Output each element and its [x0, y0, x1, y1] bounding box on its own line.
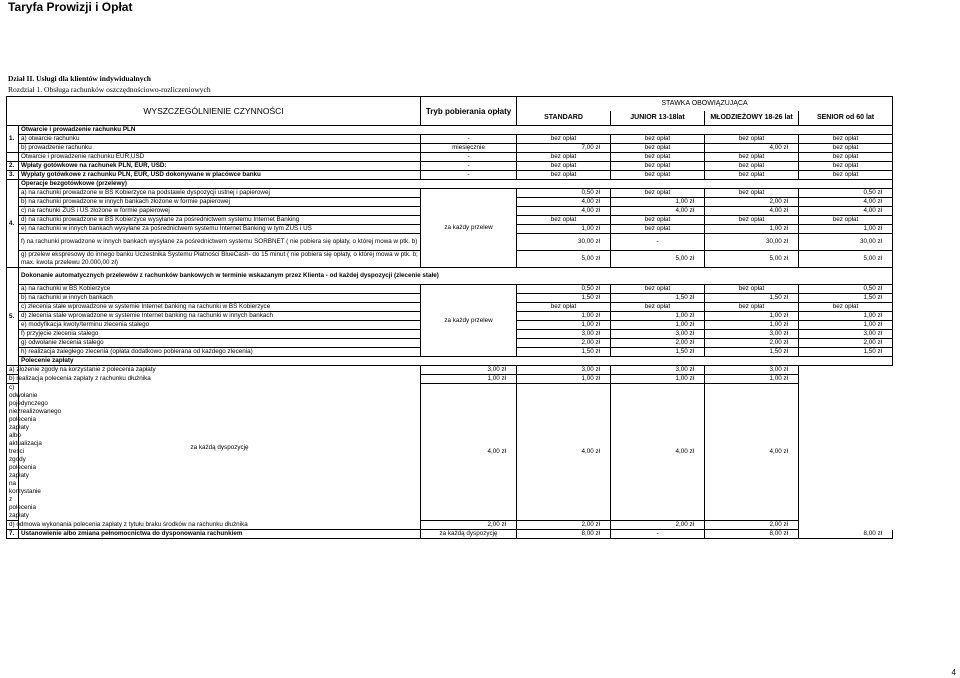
rate-cell: 5,00 zł — [517, 251, 611, 268]
rate-cell: 4,00 zł — [517, 207, 611, 216]
rate-cell: bez opłat — [705, 216, 799, 225]
row-description: b) realizacja polecenia zapłaty z rachunku dłużnika — [7, 375, 19, 384]
table-row — [7, 180, 893, 189]
rate-cell: 1,00 zł — [705, 321, 799, 330]
rate-cell: 2,00 zł — [705, 339, 799, 348]
row-description: a) na rachunki w BS Kobierzyce — [19, 285, 421, 294]
rate-cell: 8,00 zł — [517, 530, 611, 539]
rate-cell: 2,00 zł — [517, 521, 611, 530]
rate-cell: 2,00 zł — [705, 198, 799, 207]
rate-cell: 1,50 zł — [799, 348, 893, 357]
row-description: h) realizacja zaległego zlecenia (opłata dodatkowo pobierana od każdego zlecenia) — [19, 348, 421, 357]
rate-cell: 4,00 zł — [799, 207, 893, 216]
rate-cell: 4,00 zł — [517, 198, 611, 207]
page-number: 4 — [951, 668, 956, 677]
header-spec: WYSZCZEGÓLNIENIE CZYNNOŚCI — [7, 97, 421, 126]
rate-cell: 4,00 zł — [705, 207, 799, 216]
table-row — [7, 171, 893, 180]
rate-cell: 3,00 zł — [611, 330, 705, 339]
rate-cell: 1,50 zł — [611, 294, 705, 303]
table-row — [7, 144, 893, 153]
table-row — [7, 366, 893, 375]
row-mode: za każdą dyspozycję — [19, 366, 421, 530]
rate-cell: bez opłat — [517, 216, 611, 225]
rate-cell: bez opłat — [611, 144, 705, 153]
rate-cell: bez opłat — [611, 303, 705, 312]
row-mode: - — [421, 171, 517, 180]
header-col-mlodziezowy: MŁODZIEŻOWY 18-26 lat — [705, 111, 799, 126]
rate-cell: 1,50 zł — [517, 348, 611, 357]
row-mode: - — [421, 153, 517, 162]
header-col-junior: JUNIOR 13-18lat — [611, 111, 705, 126]
rate-cell: 1,00 zł — [517, 321, 611, 330]
rate-cell: 0,50 zł — [799, 189, 893, 198]
table-row — [7, 357, 893, 366]
row-number: 1. — [7, 126, 19, 153]
rate-cell: 1,00 zł — [611, 375, 705, 384]
row-description: e) na rachunki w innych bankach wysyłane za pośrednictwem systemu Internet Banking w tym ZUS i US — [19, 225, 421, 234]
row-description: f) przyjęcie zlecenia stałego — [19, 330, 421, 339]
row-description: Wypłaty gotówkowe z rachunku PLN, EUR, USD dokonywane w placówce banku — [19, 171, 421, 180]
rate-cell: 7,00 zł — [517, 144, 611, 153]
row-description: g) przelew ekspresowy do innego banku Uczestnika Systemu Płatności BlueCash- do 15 minut ( nie pobiera się opłaty, o której mowa w ptk. b; max. kwota przelewu 20.000,00 zł) — [19, 251, 421, 268]
rate-cell: 4,00 zł — [799, 198, 893, 207]
rate-cell: 0,50 zł — [799, 285, 893, 294]
rate-cell: 2,00 zł — [799, 339, 893, 348]
rate-cell: bez opłat — [705, 171, 799, 180]
rate-cell: bez opłat — [799, 153, 893, 162]
row-description: Ustanowienie albo zmiana pełnomocnictwa do dysponowania rachunkiem — [19, 530, 421, 539]
rate-cell: 8,00 zł — [799, 530, 893, 539]
rate-cell: 3,00 zł — [705, 330, 799, 339]
row-description: a) złożenie zgody na korzystanie z polecenia zapłaty — [7, 366, 19, 375]
table-row — [7, 153, 893, 162]
table-row — [7, 126, 893, 135]
header-mode: Tryb pobierania opłaty — [421, 97, 517, 126]
row-mode: za każdą dyspozycję — [421, 530, 517, 539]
rate-cell: 0,50 zł — [517, 285, 611, 294]
row-description: Dokonanie automatycznych przelewów z rachunków bankowych w terminie wskazanym przez Klienta - od każdej dyspozycji (zlecenie stałe) — [19, 268, 893, 285]
table-row — [7, 189, 893, 198]
rate-cell: bez opłat — [611, 162, 705, 171]
rate-cell: 3,00 zł — [799, 330, 893, 339]
table-row — [7, 162, 893, 171]
row-description: d) na rachunki prowadzone w BS Kobierzyce wysyłane za pośrednictwem systemu Internet Banking — [19, 216, 421, 225]
rate-cell: bez opłat — [611, 135, 705, 144]
rate-cell: bez opłat — [611, 216, 705, 225]
row-mode: - — [421, 135, 517, 144]
row-description: a) na rachunki prowadzone w BS Kobierzyce na podstawie dyspozycji ustnej i papierowej — [19, 189, 421, 198]
rate-cell: 4,00 zł — [517, 384, 611, 521]
rate-cell: bez opłat — [611, 225, 705, 234]
row-description: c) zlecenia stałe wprowadzone w systemie Internet banking na rachunki w BS Kobierzyce — [19, 303, 421, 312]
row-description: c) na rachunki ZUS i US złożone w formie papierowej — [19, 207, 421, 216]
rate-cell: 1,50 zł — [799, 294, 893, 303]
header-col-standard: STANDARD — [517, 111, 611, 126]
row-description: b) na rachunki w innych bankach — [19, 294, 421, 303]
rate-cell: bez opłat — [517, 171, 611, 180]
rate-cell: 1,00 zł — [705, 225, 799, 234]
rate-cell: bez opłat — [517, 135, 611, 144]
row-description: Wpłaty gotówkowe na rachunek PLN, EUR, USD: — [19, 162, 421, 171]
rate-cell: bez opłat — [705, 285, 799, 294]
row-description: g) odwołanie zlecenia stałego — [19, 339, 421, 348]
rate-cell: bez opłat — [799, 135, 893, 144]
row-description: d) zlecenia stałe wprowadzone w systemie Internet banking na rachunki w innych bankach — [19, 312, 421, 321]
rate-cell: 3,00 zł — [421, 366, 517, 375]
rate-cell: 1,00 zł — [799, 312, 893, 321]
rate-cell: 5,00 zł — [799, 251, 893, 268]
rate-cell: bez opłat — [611, 171, 705, 180]
row-number: 5. — [7, 268, 19, 366]
rate-cell: 1,00 zł — [705, 375, 799, 384]
rate-cell: 4,00 zł — [611, 207, 705, 216]
row-description: c) odwołanie pojedynczego niezrealizowanego polecenia zapłaty albo aktualizacja treści zgody polecenia zapłaty na korzystanie z polecenia zapłaty — [7, 384, 19, 521]
rate-cell: 1,50 zł — [705, 294, 799, 303]
document-title: Taryfa Prowizji i Opłat — [8, 0, 133, 14]
rate-cell: bez opłat — [799, 162, 893, 171]
row-number: 7. — [7, 530, 19, 539]
rate-cell: 1,50 zł — [517, 294, 611, 303]
rate-cell: 1,00 zł — [705, 312, 799, 321]
row-mode: - — [421, 162, 517, 171]
rate-cell: 3,00 zł — [517, 330, 611, 339]
row-description: d) odmowa wykonania polecenia zapłaty z tytułu braku środków na rachunku dłużnika — [7, 521, 19, 530]
row-mode: miesięcznie — [421, 144, 517, 153]
row-description: Otwarcie i prowadzenie rachunku EUR,USD — [19, 153, 421, 162]
rate-cell: - — [611, 234, 705, 251]
rate-cell: 30,00 zł — [799, 234, 893, 251]
rate-cell: 3,00 zł — [705, 366, 799, 375]
rate-cell: 4,00 zł — [705, 384, 799, 521]
rate-cell: 4,00 zł — [611, 384, 705, 521]
section-heading: Dział II. Usługi dla klientów indywidualnych — [8, 74, 151, 83]
rate-cell: 1,00 zł — [799, 321, 893, 330]
table-row — [7, 268, 893, 285]
rate-cell: 1,00 zł — [517, 312, 611, 321]
rate-cell: - — [611, 530, 705, 539]
rate-cell: 1,00 zł — [611, 312, 705, 321]
row-description: a) otwarcie rachunku — [19, 135, 421, 144]
rate-cell: 1,50 zł — [611, 348, 705, 357]
rate-cell: 2,00 zł — [517, 339, 611, 348]
table-row — [7, 135, 893, 144]
row-description: f) na rachunki prowadzone w innych bankach wysyłane za pośrednictwem systemu SORBNET ( nie pobiera się opłaty, o której mowa w ptk. b) — [19, 234, 421, 251]
rate-cell: 2,00 zł — [421, 521, 517, 530]
rate-cell: 2,00 zł — [611, 339, 705, 348]
rate-cell: 3,00 zł — [517, 366, 611, 375]
rate-cell: 1,00 zł — [799, 225, 893, 234]
row-description: b) prowadzenie rachunku — [19, 144, 421, 153]
rate-cell: bez opłat — [611, 153, 705, 162]
row-description: Otwarcie i prowadzenie rachunku PLN — [19, 126, 893, 135]
rate-cell: bez opłat — [799, 171, 893, 180]
row-mode: za każdy przelew — [421, 285, 517, 357]
rate-cell: bez opłat — [705, 135, 799, 144]
row-number: 3. — [7, 171, 19, 180]
fee-table-body — [7, 126, 893, 539]
rate-cell: 2,00 zł — [705, 521, 799, 530]
rate-cell: 5,00 zł — [611, 251, 705, 268]
rate-cell: bez opłat — [799, 303, 893, 312]
rate-cell: 4,00 zł — [421, 384, 517, 521]
rate-cell: 1,00 zł — [611, 198, 705, 207]
subsection-heading: Rozdział 1. Obsługa rachunków oszczędnościowo-rozliczeniowych — [8, 85, 211, 94]
row-description: e) modyfikacja kwoty/terminu zlecenia stałego — [19, 321, 421, 330]
header-rates: STAWKA OBOWIĄZUJĄCA — [517, 97, 893, 112]
row-number: 4. — [7, 180, 19, 268]
rate-cell: 2,00 zł — [611, 521, 705, 530]
rate-cell: bez opłat — [799, 216, 893, 225]
rate-cell: bez opłat — [705, 189, 799, 198]
rate-cell: 8,00 zł — [705, 530, 799, 539]
rate-cell: 0,50 zł — [517, 189, 611, 198]
rate-cell: bez opłat — [705, 303, 799, 312]
row-number: 2. — [7, 162, 19, 171]
rate-cell: 1,00 zł — [517, 225, 611, 234]
row-description: Polecenie zapłaty — [19, 357, 893, 366]
rate-cell: bez opłat — [705, 153, 799, 162]
row-mode: za każdy przelew — [421, 189, 517, 268]
row-description: b) na rachunki prowadzone w innych bankach złożone w formie papierowej — [19, 198, 421, 207]
rate-cell: bez opłat — [705, 162, 799, 171]
rate-cell: 3,00 zł — [611, 366, 705, 375]
rate-cell: 1,00 zł — [421, 375, 517, 384]
rate-cell: bez opłat — [611, 285, 705, 294]
rate-cell: 1,00 zł — [517, 375, 611, 384]
rate-cell: 30,00 zł — [705, 234, 799, 251]
rate-cell: 5,00 zł — [705, 251, 799, 268]
table-row — [7, 285, 893, 294]
rate-cell: bez opłat — [611, 189, 705, 198]
rate-cell: 4,00 zł — [705, 144, 799, 153]
rate-cell: bez opłat — [517, 162, 611, 171]
table-row — [7, 530, 893, 539]
rate-cell: bez opłat — [517, 303, 611, 312]
header-col-senior: SENIOR od 60 lat — [799, 111, 893, 126]
row-number — [7, 153, 19, 162]
rate-cell: 1,00 zł — [611, 321, 705, 330]
rate-cell: 30,00 zł — [517, 234, 611, 251]
fee-table — [6, 96, 893, 539]
row-description: Operacje bezgotówkowe (przelewy) — [19, 180, 893, 189]
rate-cell: bez opłat — [517, 153, 611, 162]
rate-cell: bez opłat — [799, 144, 893, 153]
rate-cell: 1,50 zł — [705, 348, 799, 357]
